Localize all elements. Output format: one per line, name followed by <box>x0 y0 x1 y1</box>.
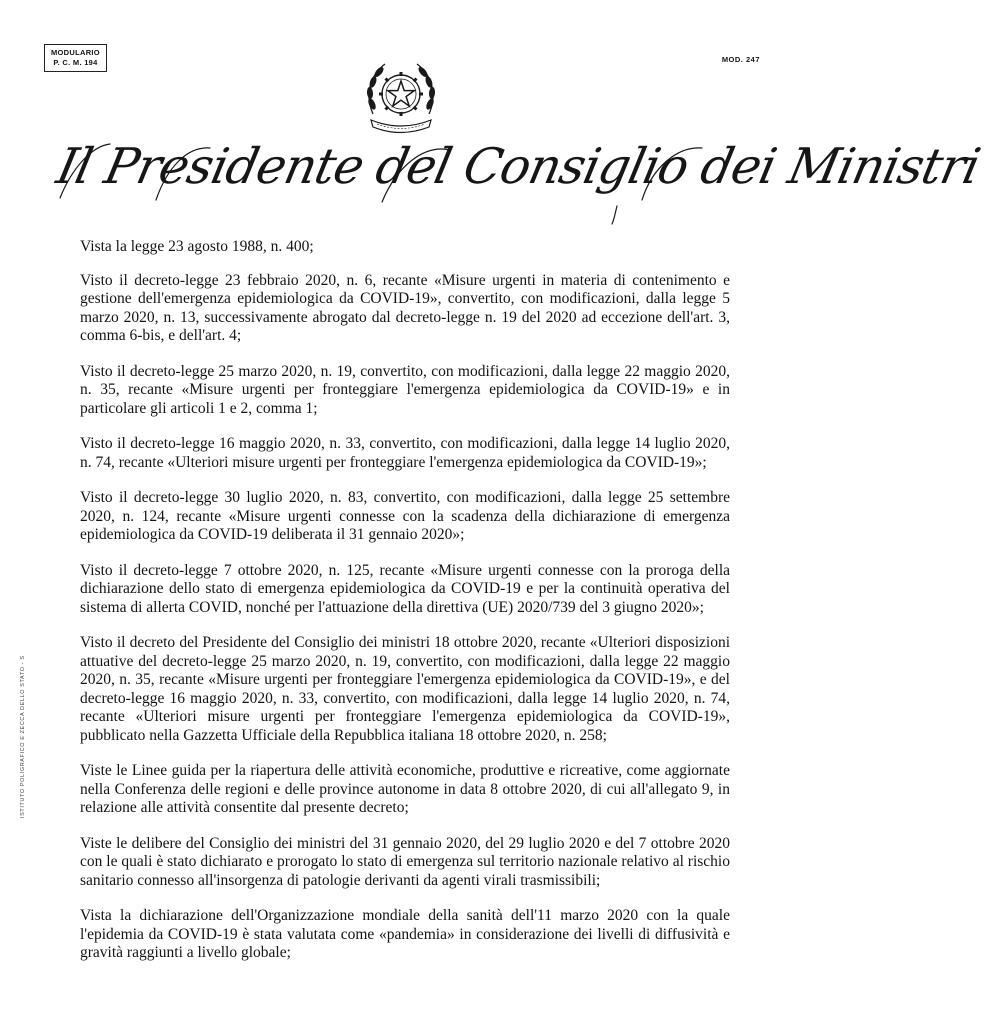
paragraph: Vista la legge 23 agosto 1988, n. 400; <box>80 238 314 255</box>
republic-emblem-icon <box>363 56 439 138</box>
heading-title: Il Presidente del Consiglio dei Ministri <box>52 138 985 195</box>
paragraph: Visto il decreto-legge 23 febbraio 2020, n. 6, recante «Misure urgenti in materia di contenimento e gestione dell'emergenza epidemiologica da COVID-19», convertito, con modificazioni, dalla legge 5 marzo 2020, n. 13, successivamente abrogato dal decreto-legge n. 19 del 2020 ad eccezione dell'art. 3, comma 6-bis, e dell'art. 4; <box>80 271 730 344</box>
paragraph: Viste le delibere del Consiglio dei ministri del 31 gennaio 2020, del 29 luglio 2020 e del 7 ottobre 2020 con le quali è stato dichiarato e prorogato lo stato di emergenza sul territorio nazionale relativo al rischio sanitario connesso all'insorgenza di patologie derivanti da agenti virali trasmissibili; <box>80 834 730 889</box>
document-body <box>80 238 730 980</box>
paragraph: Vista la dichiarazione dell'Organizzazione mondiale della sanità dell'11 marzo 2020 con la quale l'epidemia da COVID-19 è stata valutata come «pandemia» in considerazione dei livelli di diffusività e gravità raggiunti a livello globale; <box>80 907 730 961</box>
paragraph: Visto il decreto-legge 30 luglio 2020, n. 83, convertito, con modificazioni, dalla legge 25 settembre 2020, n. 124, recante «Misure urgenti connesse con la scadenza della dichiarazione di emergenza epidemiologica da COVID-19 deliberata il 31 gennaio 2020»; <box>80 489 730 543</box>
modulario-box <box>44 44 107 72</box>
mod-code: MOD. 247 <box>721 55 760 64</box>
paragraph: Visto il decreto-legge 7 ottobre 2020, n. 125, recante «Misure urgenti connesse con la proroga della dichiarazione dello stato di emergenza epidemiologica da COVID-19 e per la continuità operativa del sistema di allerta COVID, nonché per l'attuazione della direttiva (UE) 2020/739 del 3 giugno 2020»; <box>80 561 730 616</box>
paragraph: Viste le Linee guida per la riapertura delle attività economiche, produttive e ricreative, come aggiornate nella Conferenza delle regioni e delle province autonome in data 8 ottobre 2020, di cui all'allegato 9, in relazione alle attività consentite dal presente decreto; <box>80 762 730 816</box>
modulario-code: P. C. M. 194 <box>53 58 98 67</box>
paragraph: Visto il decreto-legge 25 marzo 2020, n. 19, convertito, con modificazioni, dalla legge 22 maggio 2020, n. 35, recante «Misure urgenti per fronteggiare l'emergenza epidemiologica da COVID-19» e in particolare gli articoli 1 e 2, comma 1; <box>80 362 730 417</box>
paragraph: Visto il decreto-legge 16 maggio 2020, n. 33, convertito, con modificazioni, dalla legge 14 luglio 2020, n. 74, recante «Ulteriori misure urgenti per fronteggiare l'emergenza epidemiologica da COVID-19»; <box>80 435 730 471</box>
side-print: ISTITUTO POLIGRAFICO E ZECCA DELLO STATO - S <box>20 655 26 818</box>
modulario-label: MODULARIO <box>51 48 100 57</box>
paragraph: Visto il decreto del Presidente del Consiglio dei ministri 18 ottobre 2020, recante «Ulteriori disposizioni attuative del decreto-legge 25 marzo 2020, n. 19, convertito, con modificazioni, dalla legge 22 maggio 2020, n. 35, recante «Misure urgenti per fronteggiare l'emergenza epidemiologica da COVID-19», e del decreto-legge 16 maggio 2020, n. 33, convertito, con modificazioni, dalla legge 14 luglio 2020, n. 74, recante «Ulteriori misure urgenti per fronteggiare l'emergenza epidemiologica da COVID-19», pubblicato nella Gazzetta Ufficiale della Repubblica italiana 18 ottobre 2020, n. 258; <box>80 634 730 744</box>
heading-block <box>52 128 985 228</box>
